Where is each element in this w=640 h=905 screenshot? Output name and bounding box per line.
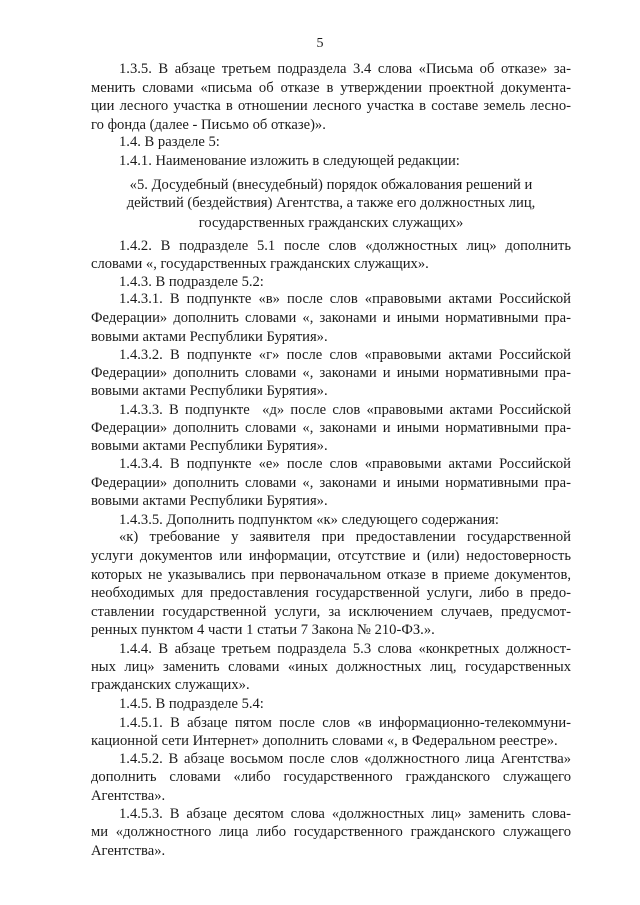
text-line: гражданских служащих». (91, 677, 250, 693)
text-line: 1.4.3.4. В подпункте «е» после слов «правовыми актами Российской (119, 456, 571, 472)
text-line: 1.4.1. Наименование изложить в следующей редакции: (119, 153, 460, 169)
text-line: вовыми актами Республики Бурятия». (91, 493, 328, 509)
text-line: 1.4.2. В подразделе 5.1 после слов «должностных лиц» дополнить (119, 238, 571, 254)
text-line: вовыми актами Республики Бурятия». (91, 329, 328, 345)
text-line: ми «должностного лица либо государственного гражданского служащего (91, 824, 571, 840)
text-line: ставлении государственной услуги, за исключением случаев, предусмот- (91, 604, 571, 620)
text-line: 1.4.5.2. В абзаце восьмом после слов «должностного лица Агентства» (119, 751, 571, 767)
text-line: государственных гражданских служащих» (198, 215, 464, 231)
text-line: Федерации» дополнить словами «, законами и иными нормативными пра- (91, 475, 571, 491)
text-line: ции лесного участка в отношении лесного участка в составе земель лесно- (91, 98, 571, 114)
text-line: го фонда (далее - Письмо об отказе)». (91, 117, 326, 133)
text-line: 1.4. В разделе 5: (119, 134, 220, 150)
page-number: 5 (316, 36, 324, 51)
text-line: 1.4.3.1. В подпункте «в» после слов «правовыми актами Российской (119, 291, 571, 307)
text-line: 1.3.5. В абзаце третьем подраздела 3.4 слова «Письма об отказе» за- (119, 61, 571, 77)
text-line: 1.4.5.1. В абзаце пятом после слов «в информационно-телекоммуни- (119, 715, 571, 731)
text-line: услуги документов или информации, отсутствие и (или) недостоверность (91, 548, 571, 564)
text-line: 1.4.3.2. В подпункте «г» после слов «правовыми актами Российской (119, 347, 571, 363)
text-line: Федерации» дополнить словами «, законами и иными нормативными пра- (91, 365, 571, 381)
text-line: вовыми актами Республики Бурятия». (91, 383, 328, 399)
text-line: ных лиц» заменить словами «иных должностных лиц, государственных (91, 659, 571, 675)
text-line: 1.4.4. В абзаце третьем подраздела 5.3 слова «конкретных должност- (119, 641, 571, 657)
text-line: вовыми актами Республики Бурятия». (91, 438, 328, 454)
text-line: менить словами «письма об отказе в утверждении проектной документа- (91, 80, 571, 96)
text-line: Федерации» дополнить словами «, законами и иными нормативными пра- (91, 420, 571, 436)
text-line: 1.4.5. В подразделе 5.4: (119, 696, 264, 712)
text-line: действий (бездействия) Агентства, а также его должностных лиц, (126, 195, 536, 211)
text-line: словами «, государственных гражданских служащих». (91, 256, 429, 272)
text-line: необходимых для предоставления государственной услуги, либо в предо- (91, 585, 571, 601)
text-line: дополнить словами «либо государственного гражданского служащего (91, 769, 571, 785)
text-line: 1.4.3.5. Дополнить подпунктом «к» следующего содержания: (119, 512, 499, 528)
text-line: Федерации» дополнить словами «, законами и иными нормативными пра- (91, 310, 571, 326)
text-line: «5. Досудебный (внесудебный) порядок обжалования решений и (129, 177, 533, 193)
text-line: ренных пунктом 4 части 1 статьи 7 Закона № 210-ФЗ.». (91, 622, 435, 638)
text-line: Агентства». (91, 788, 166, 804)
text-line: которых не указывались при первоначальном отказе в приеме документов, (91, 567, 571, 583)
text-line: 1.4.3.3. В подпункте «д» после слов «правовыми актами Российской (119, 402, 571, 418)
text-line: 1.4.5.3. В абзаце десятом слова «должностных лиц» заменить слова- (119, 806, 571, 822)
text-line: кационной сети Интернет» дополнить словами «, в Федеральном реестре». (91, 733, 558, 749)
text-line: «к) требование у заявителя при предоставлении государственной (119, 529, 571, 545)
text-line: Агентства». (91, 843, 166, 859)
text-line: 1.4.3. В подразделе 5.2: (119, 274, 264, 290)
